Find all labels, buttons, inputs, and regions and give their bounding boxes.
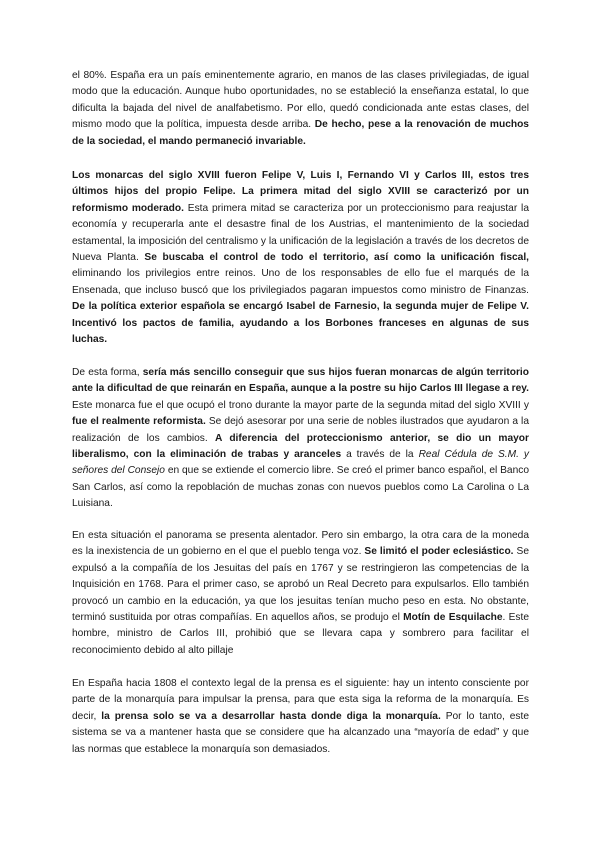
text-run: a través de la bbox=[341, 449, 419, 461]
text-run: Este monarca fue el que ocupó el trono durante la mayor parte de la segunda mitad del siglo XVIII y bbox=[72, 399, 529, 411]
bold-run: A diferencia del proteccionismo anterior, se dio un mayor liberalismo, con la eliminación de trabas y aranceles bbox=[72, 432, 529, 461]
bold-run: Motín de Esquilache bbox=[403, 612, 503, 624]
text-run: En esta situación el panorama se presenta alentador. Pero sin embargo, la otra cara de la moneda es la inexistencia de un gobierno en el que el pueblo tenga voz. bbox=[72, 530, 529, 558]
text-run: De esta forma, bbox=[72, 367, 143, 378]
bold-run: De hecho, pese a la renovación de muchos de la sociedad, el mando permaneció invariable. bbox=[72, 119, 529, 147]
bold-run: Se buscaba el control de todo el territorio, así como la unificación fiscal, bbox=[144, 252, 529, 264]
italic-run: Real Cédula de S.M. y señores del Consejo bbox=[72, 449, 529, 477]
text-run: Se dejó asesorar por una serie de nobles ilustrados que ayudaron a la realización de los cambios. bbox=[72, 416, 529, 444]
text-run: en que se extiende el comercio libre. Se creó el primer banco español, el Banco San Carlos, así como la repoblación de muchas zonas con nuevos pueblos como La Carolina o La Luisiana. bbox=[72, 465, 529, 510]
text-run: . Este hombre, ministro de Carlos III, prohibió que se llevara capa y sombrero para facilitar el reconocimiento debido al alto pillaje bbox=[72, 612, 529, 656]
bold-run: Se limitó el poder eclesiástico. bbox=[364, 546, 514, 558]
paragraph-carlos-iii-reforms bbox=[72, 365, 529, 513]
paragraph-church-power bbox=[72, 528, 529, 659]
paragraph-monarchs-first-half bbox=[72, 168, 529, 348]
text-run: Esta primera mitad se caracteriza por un proteccionismo para reajustar la economía y recuperarla ante el desastre final de los Austrias, el mantenimiento de la sociedad estamental, la imposición del centralismo y la unificación de la legislación a través de los decretos de Nueva Planta. bbox=[72, 202, 529, 264]
text-run: el 80%. España era un país eminentemente agrario, en manos de las clases privilegiadas, de igual modo que la educación. Aunque hubo oportunidades, no se estableció la enseñanza estatal, lo que dificulta la bajada del nivel de analfabetismo. Por ello, quedó condicionada ante estas clases, del mismo modo que la política, impuesta desde arriba. bbox=[72, 70, 529, 131]
bold-run: fue el realmente reformista. bbox=[72, 416, 206, 428]
text-run: eliminando los privilegios entre reinos. Uno de los responsables de ello fue el marqués de la Ensenada, que incluso buscó que los privilegiados pagaran impuestos como ministro de Finanzas. bbox=[72, 268, 529, 296]
bold-run: la prensa solo se va a desarrollar hasta donde diga la monarquía. bbox=[101, 710, 441, 722]
paragraph-social-context bbox=[72, 68, 529, 150]
paragraph-press-1808 bbox=[72, 676, 529, 758]
bold-run: De la política exterior española se encargó Isabel de Farnesio, la segunda mujer de Felipe V. Incentivó los pactos de familia, ayudando a los Borbones franceses en algunas de sus luchas. bbox=[72, 301, 529, 346]
text-run: En España hacia 1808 el contexto legal de la prensa es el siguiente: hay un intento consciente por parte de la monarquía para impulsar la prensa, para que esta siga la reforma de la monarquía. Es decir, bbox=[72, 678, 529, 722]
text-run: Se expulsó a la compañía de los Jesuitas del país en 1767 y se restringieron las competencias de la Inquisición en 1768. Para el primer caso, se aprobó un Real Decreto para expulsarlos. Ello también provocó un cambio en la educación, ya que los jesuitas tenían mucho peso en esta. No obstante, terminó sustituida por otras compañías. En aquellos años, se produjo el bbox=[72, 546, 529, 624]
bold-run: sería más sencillo conseguir que sus hijos fueran monarcas de algún territorio ante la dificultad de que reinarán en España, aunque a la postre su hijo Carlos III llegase a rey. bbox=[72, 367, 529, 395]
text-run: Por lo tanto, este sistema se va a mantener hasta que se considere que ha alcanzado una “mayoría de edad” y que las normas que establece la monarquía son demasiados. bbox=[72, 710, 529, 755]
bold-run: Los monarcas del siglo XVIII fueron Felipe V, Luis I, Fernando VI y Carlos III, estos tres últimos hijos del propio Felipe. La primera mitad del siglo XVIII se caracterizó por un reformismo moderado. bbox=[72, 170, 529, 214]
